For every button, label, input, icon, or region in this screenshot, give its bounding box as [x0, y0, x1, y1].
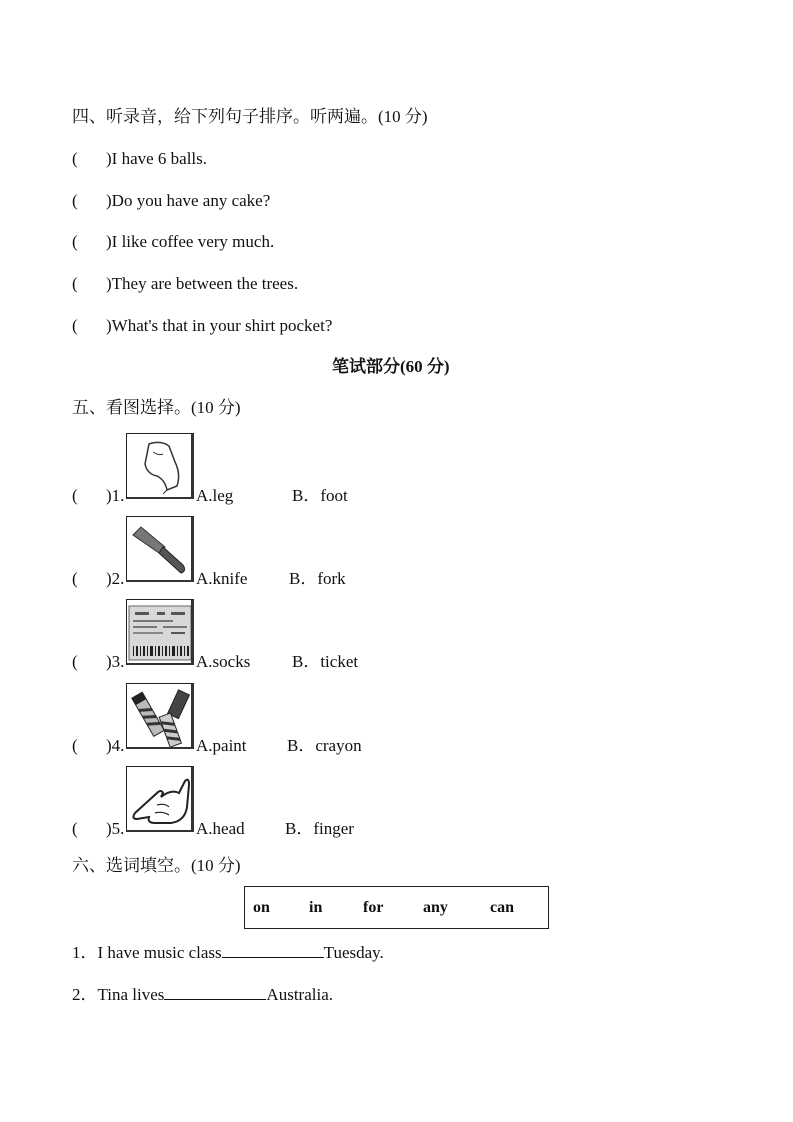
ticket-picture — [126, 599, 194, 665]
ticket-icon — [127, 600, 194, 665]
order-item-3: ( )I like coffee very much. — [72, 232, 275, 251]
knife-picture — [126, 516, 194, 582]
choice-item-5: ( )5. — [72, 819, 125, 838]
word-bank-item: any — [423, 899, 448, 916]
answer-blank[interactable] — [164, 983, 266, 1000]
section-5-title: 五、看图选择。(10 分) — [72, 398, 241, 417]
word-bank-item: in — [309, 899, 323, 916]
choice-1-option-b: B．foot — [292, 486, 348, 505]
finger-picture — [126, 766, 194, 832]
word-bank — [244, 886, 549, 929]
choice-5-option-b: B．finger — [285, 819, 354, 838]
choice-item-1: ( )1. — [72, 486, 125, 505]
word-bank-item: on — [253, 899, 270, 916]
leg-picture — [126, 433, 194, 499]
fill-question-1: 1．I have music class Tuesday. — [72, 943, 384, 962]
choice-3-option-b: B．ticket — [292, 652, 359, 671]
section-4-title: 四、听录音，给下列句子排序。听两遍。(10 分) — [72, 107, 428, 126]
crayon-icon — [127, 684, 194, 749]
choice-4-option-b: B．crayon — [287, 736, 362, 755]
crayon-picture — [126, 683, 194, 749]
fill-question-2: 2．Tina lives Australia. — [72, 985, 333, 1004]
section-6-title: 六、选词填空。(10 分) — [72, 856, 241, 875]
choice-3-option-a: A.socks — [196, 652, 251, 671]
choice-4-option-a: A.paint — [196, 736, 247, 755]
answer-blank[interactable] — [222, 941, 324, 958]
finger-icon — [127, 767, 194, 832]
choice-item-4: ( )4. — [72, 736, 125, 755]
order-item-1: ( )I have 6 balls. — [72, 149, 208, 168]
written-part-title: 笔试部分(60 分) — [332, 357, 450, 376]
choice-1-option-a: A.leg — [196, 486, 234, 505]
word-bank-item: for — [363, 899, 384, 916]
choice-item-3: ( )3. — [72, 652, 125, 671]
knife-icon — [127, 517, 194, 582]
leg-icon — [127, 434, 194, 499]
order-item-5: ( )What's that in your shirt pocket? — [72, 316, 333, 335]
choice-5-option-a: A.head — [196, 819, 245, 838]
choice-2-option-b: B．fork — [289, 569, 346, 588]
choice-2-option-a: A.knife — [196, 569, 248, 588]
word-bank-item: can — [490, 899, 514, 916]
choice-item-2: ( )2. — [72, 569, 125, 588]
order-item-4: ( )They are between the trees. — [72, 274, 299, 293]
order-item-2: ( )Do you have any cake? — [72, 191, 271, 210]
